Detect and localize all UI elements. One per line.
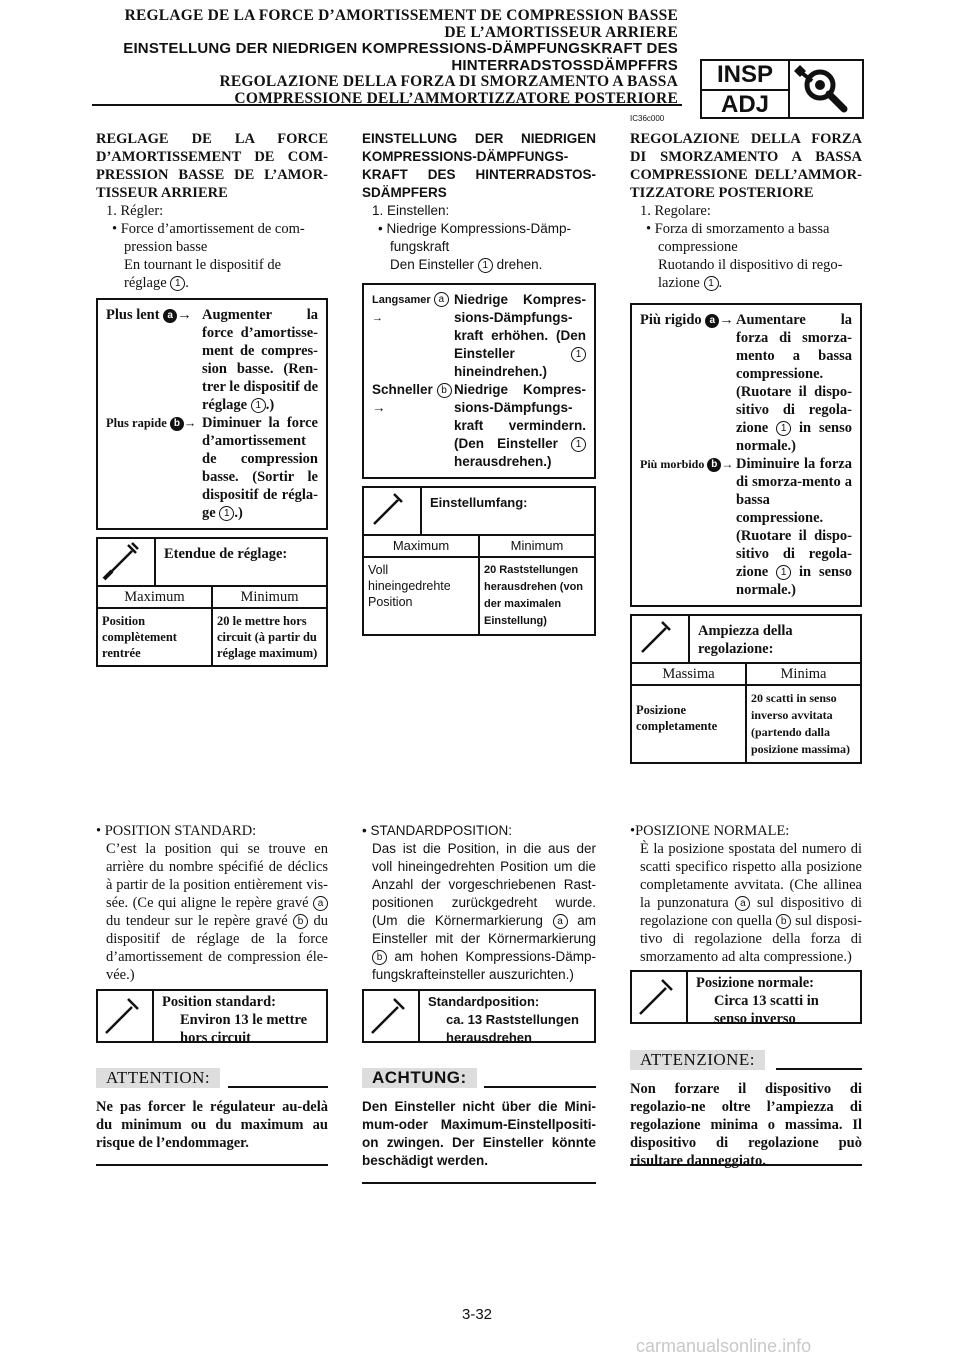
watermark: carmanualsonline.info: [636, 1336, 812, 1356]
wrench-icon: [98, 991, 152, 1041]
it-title: REGOLAZIONE DELLA FORZA DI SMORZAMENTO A BASSA COMPRESSIONE DELL’AMMOR-TIZZATORE POSTERIORE: [630, 131, 862, 201]
it-text1: Ruotando il dispositivo di rego-: [658, 257, 843, 273]
header-line: REGOLAZIONE DELLA FORZA DI SMORZAMENTO A BASSA: [219, 73, 678, 90]
de-column: [362, 130, 596, 274]
header-line: COMPRESSIONE DELL’AMMORTIZZATORE POSTERIORE: [234, 89, 678, 107]
range-max-value: Voll hineingedrehte Position: [368, 563, 451, 609]
ref-b: b: [170, 417, 184, 431]
header-line: HINTERRADSTOSSDÄMPFFRS: [451, 56, 678, 74]
range-min-value: 20 le mettre hors circuit (à partir du réglage maximum): [211, 609, 326, 665]
it-standard: [630, 822, 862, 966]
it-bullet: • Forza di smorzamento a bassa: [646, 221, 830, 237]
de-range-table: [362, 486, 596, 636]
fr-title: REGLAGE DE LA FORCE D’AMORTISSEMENT DE COM-PRESSION BASSE DE L’AMOR-TISSEUR ARRIERE: [96, 131, 328, 201]
badge-insp: INSP: [716, 61, 773, 88]
range-title: Etendue de réglage:: [164, 546, 288, 562]
range-title: Ampiezza della regolazione:: [698, 623, 793, 657]
it-row-soft: Più morbido b → Diminuire la forza di smorza-mento a bassa compressione. (Ruotare il dispo-sitivo di regola-zione 1 in senso normale.): [640, 456, 853, 598]
std-text: È la posizione spostata del numero di scatti specifico rispetto alla posizione completamente avvitata. (Che allinea la punzonatura a sul dispositivo di regolazione con quella b sul disposi-tivo di regolazione della forza di smorzamento ad alta compressione.): [640, 841, 863, 965]
section-badge: [700, 59, 864, 119]
std-heading: •POSIZIONE NORMALE:: [630, 823, 790, 839]
de-bullet: • Niedrige Kompressions-Dämp-: [378, 221, 572, 236]
fr-bullet: • Force d’amortissement de com-: [112, 221, 305, 237]
wrench-icon: [364, 991, 418, 1041]
ref-1: 1: [251, 398, 266, 413]
fr-attention: ATTENTION:: [96, 1068, 220, 1088]
it-step: 1. Regolare:: [640, 203, 711, 219]
de-adjust-table: [362, 283, 596, 479]
ref-a: a: [434, 292, 449, 307]
de-standard: [362, 822, 596, 984]
de-title: EINSTELLUNG DER NIEDRIGEN KOMPRESSIONS-DÄMPFUNGS-KRAFT DES HINTERRADSTOS-SDÄMPFERS: [362, 131, 596, 200]
fr-row-fast: Plus rapide b → Diminuer la force d’amortissement de compression basse. (Sortir le dispositif de régla-ge 1 .): [106, 415, 318, 521]
fr-row-slow: Plus lent a → Augmenter la force d’amortisse-ment de compres-sion basse. (Ren-trer le dispositif de réglage 1 .): [106, 307, 318, 413]
it-column: [630, 130, 862, 292]
it-row-firm: Più rigido a → Aumentare la forza di smorza-mento a bassa compressione. (Ruotare il dispo-sitivo di regola-zione 1 in senso normale.): [640, 312, 853, 454]
page-number: 3-32: [462, 1306, 493, 1323]
note-text: ca. 13 Raststellungen herausdrehen: [446, 1012, 579, 1045]
de-row-fast: Schneller b→ Niedrige Kompres-sions-Dämpfungs-kraft vermindern. (Den Einsteller 1 herausdrehen.): [372, 382, 586, 469]
fr-column: [96, 130, 328, 292]
header-rule: [92, 104, 682, 106]
section-code: IC36c000: [630, 114, 665, 123]
range-max-value: Position complètement rentrée: [102, 614, 177, 660]
de-bullet-cont: fungskraft: [390, 239, 450, 254]
ref-a: a: [705, 314, 719, 328]
note-title: Position standard:: [162, 994, 277, 1010]
range-min-value: 20 scatti in senso inverso avvitata (partendo dalla posizione massima): [745, 686, 860, 762]
it-adjust-table: [630, 303, 862, 607]
it-std-note: [630, 970, 862, 1027]
de-std-note: [362, 989, 596, 1043]
header-line: EINSTELLUNG DER NIEDRIGEN KOMPRESSIONS-DÄMPFUNGSKRAFT DES: [123, 40, 678, 57]
it-attention: ATTENZIONE:: [630, 1050, 765, 1070]
range-min-value: 20 Raststellungen herausdrehen (von der maximalen Einstellung): [478, 558, 594, 634]
range-max-value: Posizione completamente: [636, 703, 718, 733]
ref-1: 1: [478, 258, 493, 273]
wrench-icon: [632, 616, 688, 660]
fr-range-table: [96, 537, 328, 667]
badge-adj: ADJ: [702, 89, 788, 119]
range-title: Einstellumfang:: [430, 495, 528, 510]
std-heading: • STANDARDPOSITION:: [362, 823, 512, 838]
fr-adjust-table: [96, 298, 328, 530]
it-warning: Non forzare il dispositivo di regolazio-ne oltre l’ampiezza di regolazione minima o massima. Il dispositivo di regolazione può risultare danneggiato.: [630, 1081, 862, 1169]
fr-step: 1. Régler:: [106, 203, 164, 219]
header-line: DE L’AMORTISSEUR ARRIERE: [444, 23, 678, 41]
range-max-head: Maximum: [392, 538, 450, 553]
page-header: [123, 8, 678, 107]
note-title: Standardposition:: [428, 994, 540, 1009]
std-heading: • POSITION STANDARD:: [96, 823, 257, 839]
wrench-icon: [364, 488, 420, 532]
note-text: Environ 13 le mettre hors circuit: [180, 1012, 308, 1046]
fr-warning: Ne pas forcer le régulateur au-delà du minimum ou du maximum au risque de l’endommager.: [96, 1099, 328, 1151]
std-text: C’est la position qui se trouve en arrière du nombre spécifié de déclics à partir de la position entièrement vis-sée. (Ce qui aligne le repère gravé a du tendeur sur le repère gravé b du dispositif de réglage de la force d’amortissement de compression éle-vée.): [106, 841, 328, 983]
fr-std-note: [96, 989, 328, 1046]
ref-1: 1: [219, 506, 234, 521]
de-text: Den Einsteller 1 drehen.: [390, 257, 543, 272]
note-title: Posizione normale:: [696, 975, 814, 991]
fr-standard: [96, 822, 328, 984]
fr-text2: réglage 1 .: [124, 275, 189, 291]
it-text2: lazione 1 .: [658, 275, 723, 291]
de-attention: ACHTUNG:: [362, 1068, 477, 1088]
de-row-slow: Langsamer a→ Niedrige Kompres-sions-Dämpfungs-kraft erhöhen. (Den Einsteller 1 hineindrehen.): [372, 292, 586, 379]
wrench-icon: [632, 972, 686, 1022]
range-max-head: Massima: [662, 666, 715, 682]
de-warning: Den Einsteller nicht über die Mini-mum-oder Maximum-Einstellpositi-on zwingen. Der Einsteller könnte beschädigt werden.: [362, 1099, 596, 1168]
range-min-head: Minimum: [478, 536, 594, 556]
header-line: REGLAGE DE LA FORCE D’AMORTISSEMENT DE COMPRESSION BASSE: [124, 7, 678, 24]
range-min-head: Minimum: [211, 587, 326, 607]
ref-b: b: [707, 458, 721, 472]
fr-text1: En tournant le dispositif de: [124, 257, 282, 273]
wrench-magnifier-icon: [792, 63, 858, 115]
std-text: Das ist die Position, in die aus der voll hineingedrehten Position um die Anzahl der vorgeschriebenen Rast-positionen zurückgedreht wurde. (Um die Körnermarkierung a am Einsteller mit der Körnermarkierung b am hohen Kompressions-Dämp-fungskrafteinsteller auszurichten.): [372, 841, 596, 982]
de-step: 1. Einstellen:: [372, 203, 450, 218]
wrench-icon: [98, 539, 154, 583]
ref-a: a: [163, 309, 177, 323]
it-range-table: [630, 614, 862, 764]
it-bullet-cont: compressione: [658, 239, 738, 255]
ref-1: 1: [170, 276, 185, 291]
ref-1: 1: [704, 276, 719, 291]
note-text: Circa 13 scatti in senso inverso: [714, 993, 819, 1027]
range-max-head: Maximum: [124, 589, 185, 605]
ref-b: b: [437, 383, 452, 398]
fr-bullet-cont: pression basse: [124, 239, 208, 255]
range-min-head: Minima: [745, 664, 860, 684]
